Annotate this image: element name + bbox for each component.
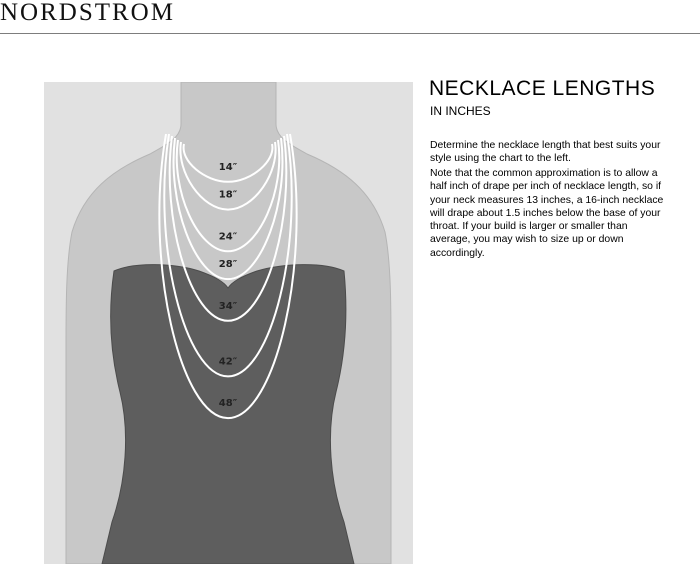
necklace-label-34: 34″ — [218, 300, 238, 312]
info-title: NECKLACE LENGTHS — [429, 77, 656, 100]
necklace-diagram — [44, 82, 413, 564]
necklace-label-28: 28″ — [218, 259, 238, 271]
necklace-label-24: 24″ — [218, 231, 238, 243]
necklace-label-48: 48″ — [218, 398, 238, 410]
info-paragraph-intro: Determine the necklace length that best suits your style using the chart to the left. — [430, 140, 661, 165]
necklace-label-14: 14″ — [218, 161, 238, 173]
necklace-label-42: 42″ — [218, 356, 238, 368]
brand-logo: NORDSTROM — [0, 0, 175, 26]
info-subtitle: IN INCHES — [430, 104, 491, 118]
info-paragraph-detail: Note that the common approximation is to allow a half inch of drape per inch of necklace length, so if your neck measures 13 inches, a 16-inch necklace will drape about 1.5 inches below the base of your throat. If your build is larger or smaller than average, you may wish to size up or down accordingly. — [430, 168, 664, 259]
necklace-label-18: 18″ — [218, 189, 238, 201]
header-divider — [0, 33, 700, 34]
